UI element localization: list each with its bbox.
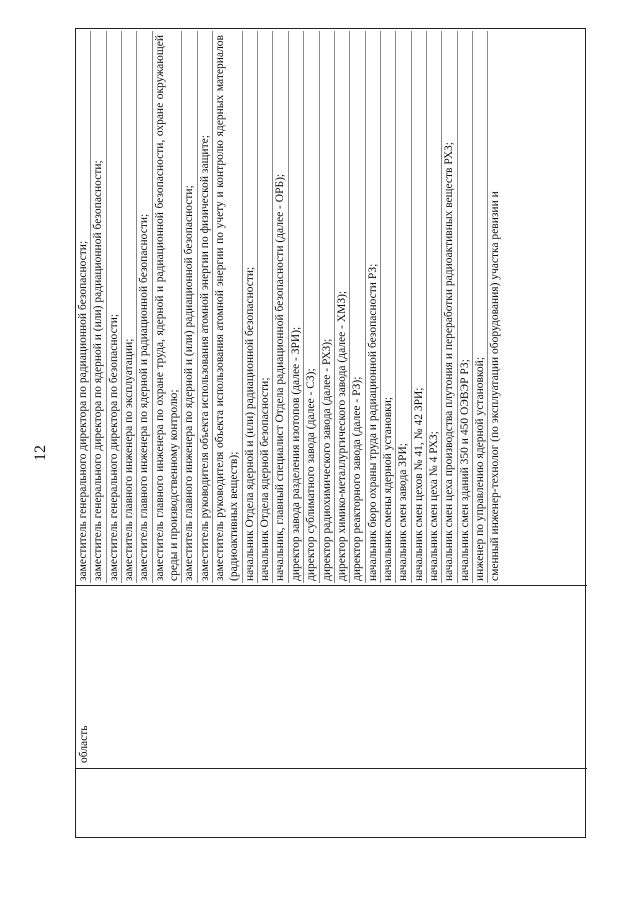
position-item: заместитель главного инженера по ядерной и (или) радиационной безопасности; [182, 31, 197, 583]
positions-table [75, 28, 586, 838]
position-item: заместитель руководителя объекта использования атомной энергии по учету и контролю ядерных материалов (радиоактивных веществ); [213, 31, 243, 583]
position-item: начальник смен завода ЗРИ; [396, 31, 411, 583]
position-item: директор химико-металлургического завода (далее - ХМЗ); [335, 31, 350, 583]
position-item: начальник смен зданий 350 и 450 ОЭВЭР РЗ; [458, 31, 473, 583]
position-item: директор радиохимического завода (далее - РХЗ); [320, 31, 335, 583]
region-label: область [78, 725, 90, 763]
rotated-table-content [76, 29, 587, 839]
position-item: заместитель главного инженера по эксплуатации; [122, 31, 137, 583]
region-column [76, 585, 587, 839]
position-item: директор реакторного завода (далее - РЗ); [350, 31, 365, 583]
position-item: начальник, главный специалист Отдела радиационной безопасности (далее - ОРБ); [273, 31, 288, 583]
position-item: заместитель главного инженера по ядерной и радиационной безопасности; [137, 31, 152, 583]
position-item: заместитель генерального директора по радиационной безопасности; [76, 31, 91, 583]
positions-list [76, 31, 503, 583]
position-item: начальник Отдела ядерной безопасности; [258, 31, 273, 583]
position-item: начальник смены ядерной установки; [381, 31, 396, 583]
page-number: 12 [32, 445, 49, 461]
position-item: сменный инженер-технолог (по эксплуатации оборудования) участка ревизии и [489, 191, 502, 581]
position-item: начальник Отдела ядерной и (или) радиационной безопасности; [243, 31, 258, 583]
position-item: директор сублиматного завода (далее - СЗ); [304, 31, 319, 583]
position-item: заместитель генерального директора по ядерной и (или) радиационной безопасности; [91, 31, 106, 583]
position-item: начальник смен цеха производства плутония и переработки радиоактивных веществ РХЗ; [442, 31, 457, 583]
position-item: начальник смен цехов № 41, № 42 ЗРИ; [412, 31, 427, 583]
position-item: директор завода разделения изотопов (далее - ЗРИ); [289, 31, 304, 583]
position-item: начальник смен цеха № 4 РХЗ; [427, 31, 442, 583]
narrow-empty-column [76, 768, 587, 839]
position-item: заместитель руководителя объекта использования атомной энергии по физической защите; [198, 31, 213, 583]
position-item: начальник бюро охраны труда и радиационной безопасности РЗ; [366, 31, 381, 583]
position-item: инженер по управлению ядерной установкой; [473, 31, 488, 583]
positions-column [76, 31, 587, 583]
position-item: заместитель генерального директора по безопасности; [107, 31, 122, 583]
position-item: заместитель главного инженера по охране труда, ядерной и радиационной безопасности, охране окружающей среды и производственному контролю; [153, 31, 183, 583]
